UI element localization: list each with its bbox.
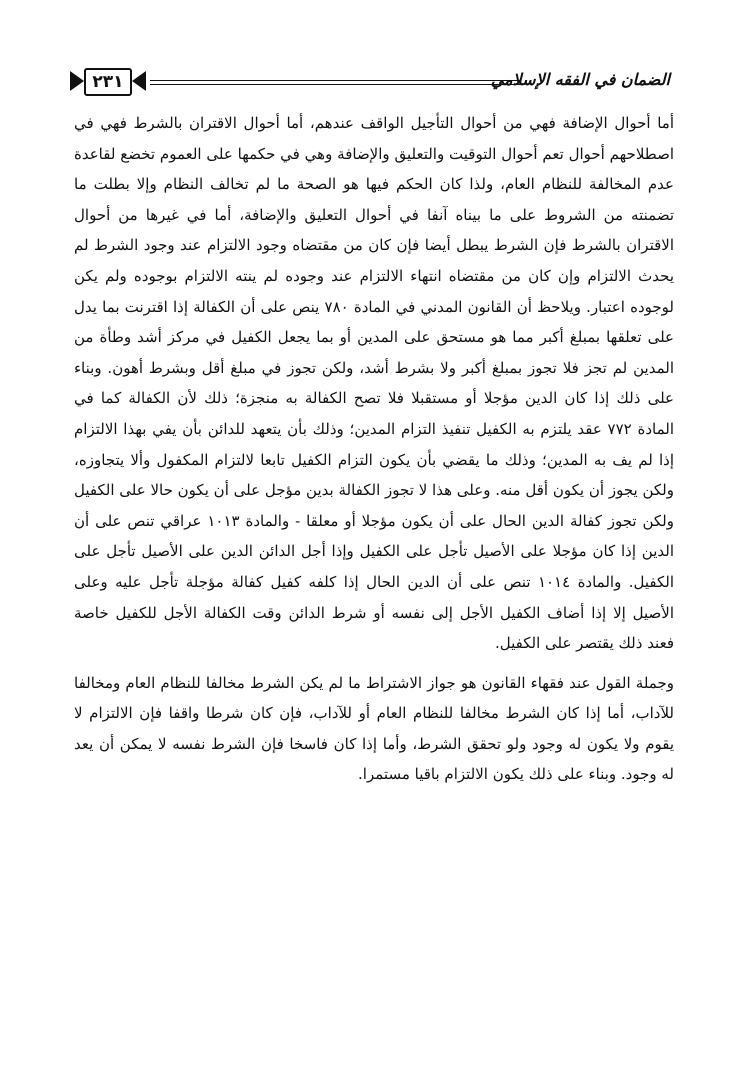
page-number-box: [70, 68, 146, 94]
paragraph-2: وجملة القول عند فقهاء القانون هو جواز الاشتراط ما لم يكن الشرط مخالفا للنظام العام ومخالفا للآداب، أما إذا كان الشرط مخالفا للنظام العام أو للآداب، فإن كان شرطا واقفا فإن الالتزام لا يقوم ولا يكون له وجود ولو تحقق الشرط، وأما إذا كان فاسخا فإن الشرط نفسه لا يمكن أن يعد له وجود. وبناء على ذلك يكون الالتزام باقيا مستمرا.: [74, 673, 674, 784]
header-rule: [150, 80, 520, 85]
running-title: الضمان في الفقه الإسلامي: [490, 70, 670, 89]
page-number-left-ornament: [70, 71, 84, 91]
page-header: [70, 68, 670, 102]
page-number: ٢٣١: [84, 68, 132, 96]
page-number-right-ornament: [132, 71, 146, 91]
paragraph-1: أما أحوال الإضافة فهي من أحوال التأجيل الواقف عندهم، أما أحوال الاقتران بالشرط فهي في اصطلاحهم أحوال تعم أحوال التوقيت والتعليق والإضافة وهي في حكمها على العموم تخضع لقاعدة عدم المخالفة للنظام العام، ولذا كان الحكم فيها هو الصحة ما لم تخالف النظام وإلا بطلت ما تضمنته من الشروط على ما بيناه آنفا في أحوال التعليق والإضافة، أما في غيرها من أحوال الاقتران بالشرط فإن الشرط يبطل أيضا فإن كان من مقتضاه وجود الالتزام عند وجود الشرط لم يحدث الالتزام وإن كان من مقتضاه انتهاء الالتزام عند وجوده لم ينته الالتزام بوجوده ولم يكن لوجوده اعتبار. ويلاحظ أن القانون المدني في المادة ٧٨٠ ينص على أن الكفالة إذا اقترنت بما يدل على تعلقها بمبلغ أكبر مما هو مستحق على المدين أو بما يجعل الكفيل في مركز أشد وطأة من المدين لم تجز فلا تجوز بمبلغ أكبر ولا بشرط أشد، ولكن تجوز في مبلغ أقل وبشرط أهون. وبناء على ذلك إذا كان الدين مؤجلا أو مستقبلا فلا تصح الكفالة به منجزة؛ ذلك لأن الكفالة كما في المادة ٧٧٢ عقد يلتزم به الكفيل تنفيذ التزام المدين؛ وذلك بأن يتعهد للدائن بأن يفي بهذا الالتزام إذا لم يف به المدين؛ وذلك ما يقضي بأن يكون التزام الكفيل تابعا لالتزام المكفول وألا يتجاوزه، ولكن يجوز أن يكون أقل منه. وعلى هذا لا تجوز الكفالة بدين مؤجل على أن يكون حالا على الكفيل ولكن تجوز كفالة الدين الحال على أن يكون مؤجلا أو معلقا - والمادة ١٠١٣ عراقي تنص على أن الدين إذا كان مؤجلا على الأصيل تأجل على الكفيل وإذا أجل الدائن الدين على الأصيل تأجل على الكفيل. والمادة ١٠١٤ تنص على أن الدين الحال إذا كلفه كفيل كفالة مؤجلة تأجل عليه وعلى الأصيل إلا إذا أضاف الكفيل الأجل إلى نفسه أو شرط الدائن وقت الكفالة الأجل للكفيل خاصة فعند ذلك يقتصر على الكفيل.: [74, 114, 675, 653]
body-text: [74, 108, 674, 790]
